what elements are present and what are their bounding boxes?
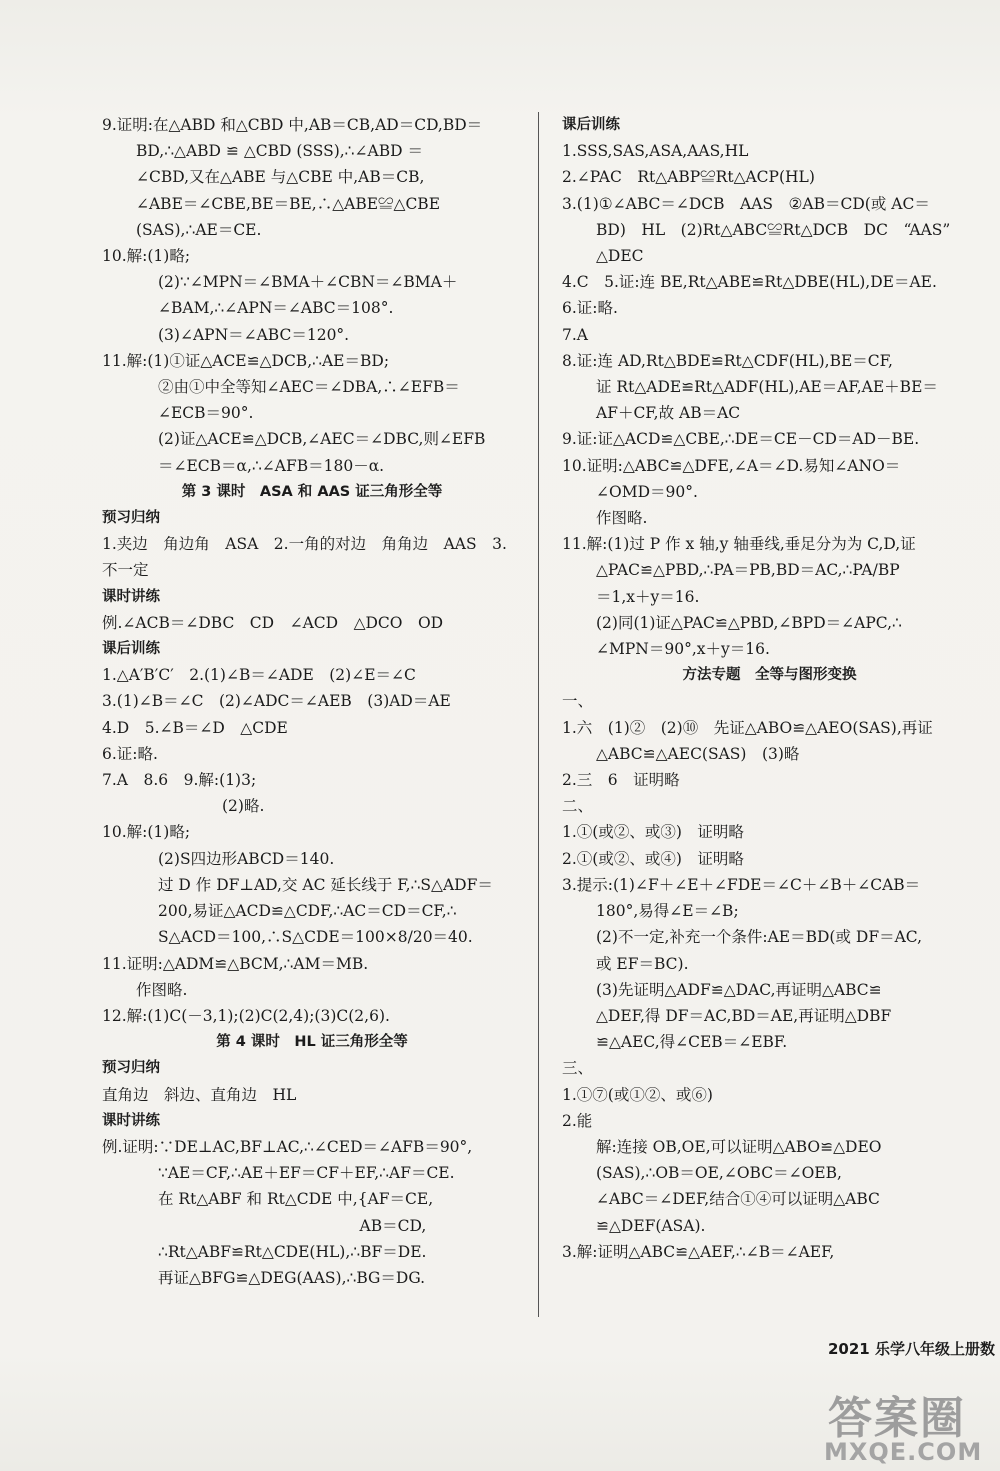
left-column-line: 课时讲练 [102,1112,160,1129]
left-column-line: 第 3 课时 ASA 和 AAS 证三角形全等 [181,483,443,500]
left-column-line: 9.证明:在△ABD 和△CBD 中,AB＝CB,AD＝CD,BD＝ [102,116,483,134]
right-column-line: 8.证:连 AD,Rt△BDE≌Rt△CDF(HL),BE＝CF, [562,351,893,370]
left-column-line: ∴Rt△ABF≌Rt△CDE(HL),∴BF＝DE. [158,1242,427,1261]
right-column-line: ＝1,x＋y＝16. [596,587,700,606]
right-column-line: 7.A [562,325,588,344]
left-column-line: (2)证△ACE≌△DCB,∠AEC＝∠DBC,则∠EFB [158,430,486,449]
left-column-line: 1.夹边 角边角 ASA 2.一角的对边 角角边 AAS 3. [102,535,507,554]
left-column-line: 例.∠ACB＝∠DBC CD ∠ACD △DCO OD [102,613,444,632]
right-column-line: 3.(1)①∠ABC＝∠DCB AAS ②AB＝CD(或 AC＝ [562,194,930,213]
right-column-line: 作图略. [596,509,648,528]
right-column-line: 1.①⑦(或①②、或⑥) [562,1085,713,1104]
right-column-line: AF＋CF,故 AB＝AC [596,404,741,423]
right-column-line: 方法专题 全等与图形变换 [682,667,857,684]
right-column-line: 11.解:(1)过 P 作 x 轴,y 轴垂线,垂足分为为 C,D,证 [562,535,916,554]
right-column-line: ≌△AEC,得∠CEB＝∠EBF. [596,1033,788,1052]
left-column-line: 课后训练 [102,641,160,658]
left-column-line: ∠ABE＝∠CBE,BE＝BE,∴△ABE≌△CBE [136,194,441,213]
right-column-line: △ABC≌△AEC(SAS) (3)略 [596,744,800,763]
left-column-line: ∵AE＝CF,∴AE＋EF＝CF＋EF,∴AF＝CE. [158,1164,455,1183]
left-column-line: 200,易证△ACD≌△CDF,∴AC＝CD＝CF,∴ [158,902,457,921]
right-column-line: 证 Rt△ADE≌Rt△ADF(HL),AE＝AF,AE＋BE＝ [596,378,938,397]
right-column-line: ≌△DEF(ASA). [596,1216,706,1235]
right-column-line: 或 EF＝BC). [596,954,689,973]
right-column-line: 4.C 5.证:连 BE,Rt△ABE≌Rt△DBE(HL),DE＝AE. [562,273,937,292]
left-column-line: 作图略. [136,980,188,999]
left-column-line: 6.证:略. [102,744,158,763]
right-column-line: 10.证明:△ABC≌△DFE,∠A＝∠D.易知∠ANO＝ [562,456,901,475]
right-column-line: ∠OMD＝90°. [596,482,698,501]
watermark-logo [818,1382,993,1467]
left-column-line: 3.(1)∠B＝∠C (2)∠ADC＝∠AEB (3)AD＝AE [102,692,451,711]
right-column-line: (2)同(1)证△PAC≌△PBD,∠BPD＝∠APC,∴ [596,613,902,632]
left-column-line: ∠ECB＝90°. [158,404,254,423]
left-column-line: 课时讲练 [102,588,160,605]
left-column-line: AB＝CD, [158,1216,427,1235]
right-column-line: (2)不一定,补充一个条件:AE＝BD(或 DF＝AC, [596,928,923,947]
left-column-line: 预习归纳 [102,510,160,527]
right-column-line: △DEC [596,247,644,266]
right-column-line: BD) HL (2)Rt△ABC≌Rt△DCB DC “AAS” [596,220,951,239]
watermark-en: MXQE.COM [824,1438,983,1466]
left-column-line: S△ACD＝100,∴S△CDE＝100×8/20＝40. [158,928,473,947]
left-column-line: 第 4 课时 HL 证三角形全等 [216,1034,408,1051]
left-column-line: 过 D 作 DF⊥AD,交 AC 延长线于 F,∴S△ADF＝ [158,875,493,894]
right-column-line: △PAC≌△PBD,∴PA＝PB,BD＝AC,∴PA/BP [596,561,900,580]
left-column [102,112,522,1291]
left-column-line: 11.解:(1)①证△ACE≌△DCB,∴AE＝BD; [102,351,390,370]
right-column [562,112,977,1265]
right-column-line: 2.∠PAC Rt△ABP≌Rt△ACP(HL) [562,168,815,187]
left-column-line: 12.解:(1)C(－3,1);(2)C(2,4);(3)C(2,6). [102,1006,390,1025]
watermark-cn: 答案圈 [828,1393,966,1444]
left-column-line: 例.证明:∵DE⊥AC,BF⊥AC,∴∠CED＝∠AFB＝90°, [102,1137,473,1156]
right-column-line: ∠MPN＝90°,x＋y＝16. [596,640,770,659]
right-column-line: 1.①(或②、或③) 证明略 [562,823,744,842]
right-column-line: (3)先证明△ADF≌△DAC,再证明△ABC≌ [596,980,882,999]
right-column-line: 2.①(或②、或④) 证明略 [562,849,744,868]
left-column-line: (3)∠APN＝∠ABC＝120°. [158,325,350,344]
right-column-line: ∠ABC＝∠DEF,结合①④可以证明△ABC [596,1190,880,1209]
right-column-line: 1.SSS,SAS,ASA,AAS,HL [562,142,749,161]
left-column-line: BD,∴△ABD ≌ △CBD (SSS),∴∠ABD ＝ [136,142,423,161]
right-column-line: 1.六 (1)② (2)⑩ 先证△ABO≌△AEO(SAS),再证 [562,718,933,737]
left-column-line: 10.解:(1)略; [102,823,191,842]
left-column-line: ＝∠ECB＝α,∴∠AFB＝180－α. [158,456,385,475]
left-column-line: 7.A 8.6 9.解:(1)3; [102,771,257,790]
right-column-line: 课后训练 [562,117,620,133]
right-column-line: 3.解:证明△ABC≌△AEF,∴∠B＝∠AEF, [562,1242,835,1261]
right-column-line: 三、 [562,1059,594,1078]
left-column-line: 4.D 5.∠B＝∠D △CDE [102,718,288,737]
left-column-line: 不一定 [102,561,149,580]
left-column-line: ②由①中全等知∠AEC＝∠DBA,∴∠EFB＝ [158,378,460,397]
left-column-line: 再证△BFG≌△DEG(AAS),∴BG＝DG. [158,1268,426,1287]
right-column-line: 一、 [562,692,594,711]
right-column-line: 3.提示:(1)∠F＋∠E＋∠FDE＝∠C＋∠B＋∠CAB＝ [562,875,921,894]
left-column-line: 11.证明:△ADM≌△BCM,∴AM＝MB. [102,954,369,973]
left-column-line: 预习归纳 [102,1060,160,1077]
right-column-line: (SAS),∴OB＝OE,∠OBC＝∠OEB, [596,1164,842,1183]
column-divider [538,112,539,1317]
right-column-line: 180°,易得∠E＝∠B; [596,902,739,921]
right-column-line: 2.能 [562,1111,593,1130]
right-column-line: 解:连接 OB,OE,可以证明△ABO≌△DEO [596,1137,882,1156]
right-column-line: 9.证:证△ACD≌△CBE,∴DE＝CE－CD＝AD－BE. [562,430,920,449]
left-column-line: 在 Rt△ABF 和 Rt△CDE 中,{AF＝CE, [158,1190,434,1209]
left-column-line: 1.△A′B′C′ 2.(1)∠B＝∠ADE (2)∠E＝∠C [102,666,416,685]
left-column-line: (2)∵∠MPN＝∠BMA＋∠CBN＝∠BMA＋ [158,273,458,292]
left-column-line: ∠BAM,∴∠APN＝∠ABC＝108°. [158,299,394,318]
footer-book-title: 2021 乐学八年级上册数 [828,1340,995,1358]
left-column-line: ∠CBD,又在△ABE 与△CBE 中,AB＝CB, [136,168,425,187]
left-column-line: (SAS),∴AE＝CE. [136,220,262,239]
right-column-line: 二、 [562,797,594,816]
right-column-line: 2.三 6 证明略 [562,771,680,790]
right-column-line: △DEF,得 DF＝AC,BD＝AE,再证明△DBF [596,1006,892,1025]
right-column-line: 6.证:略. [562,299,618,318]
left-column-line: 10.解:(1)略; [102,247,191,266]
left-column-line: (2)略. [222,797,265,816]
left-column-line: (2)S四边形ABCD＝140. [158,849,335,868]
left-column-line: 直角边 斜边、直角边 HL [102,1085,297,1104]
